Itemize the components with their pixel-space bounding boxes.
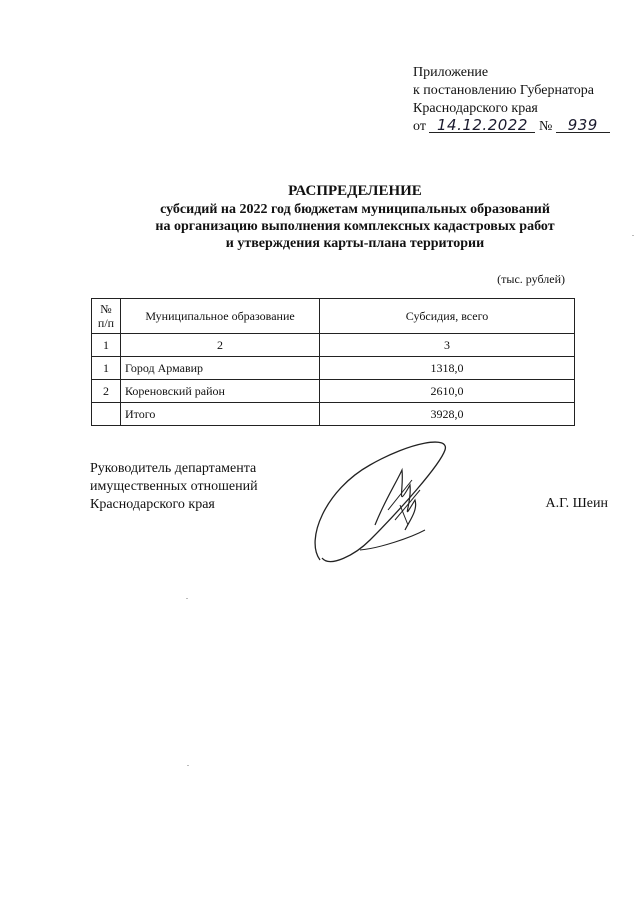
date-prefix: от [413,119,426,134]
document-title [0,183,640,252]
table-row [92,357,575,380]
index-cell: 3 [320,334,575,357]
handwritten-signature [300,430,470,580]
units-label: (тыс. рублей) [497,272,565,286]
header-num: № п/п [92,299,121,334]
title-line-4: и утверждения карты-плана территории [225,236,485,251]
appendix-region: Краснодарского края [413,101,538,116]
row-num: 1 [92,357,121,380]
appendix-block [413,64,610,136]
scan-speck [187,765,189,766]
row-num: 2 [92,380,121,403]
signatory-line-1: Руководитель департамента [90,461,257,476]
header-municipality: Муниципальное образование [121,299,320,334]
title-line-3: на организацию выполнения комплексных кадастровых работ [155,219,555,234]
appendix-title: Приложение [413,65,489,80]
appendix-date-line [413,118,610,136]
table-total-row [92,403,575,426]
signatory-position [90,460,258,514]
scan-speck [632,235,634,236]
total-num [92,403,121,426]
number-prefix: № [538,119,553,134]
row-subsidy: 2610,0 [320,380,575,403]
table-index-row [92,334,575,357]
table-row [92,380,575,403]
index-cell: 2 [121,334,320,357]
appendix-reference: к постановлению Губернатора [413,83,594,98]
header-subsidy: Субсидия, всего [320,299,575,334]
signatory-line-3: Краснодарского края [90,497,215,512]
signer-name: А.Г. Шеин [545,496,608,511]
total-value: 3928,0 [320,403,575,426]
index-cell: 1 [92,334,121,357]
row-municipality: Кореновский район [121,380,320,403]
handwritten-number: 939 [556,118,610,133]
handwritten-date: 14.12.2022 [429,118,535,133]
row-subsidy: 1318,0 [320,357,575,380]
scan-speck [186,598,188,599]
table-header-row [92,299,575,334]
row-municipality: Город Армавир [121,357,320,380]
title-line-2: субсидий на 2022 год бюджетам муниципальных образований [160,202,550,217]
total-label: Итого [121,403,320,426]
title-main: РАСПРЕДЕЛЕНИЕ [288,183,422,199]
subsidy-table [91,298,575,426]
signatory-line-2: имущественных отношений [90,479,258,494]
